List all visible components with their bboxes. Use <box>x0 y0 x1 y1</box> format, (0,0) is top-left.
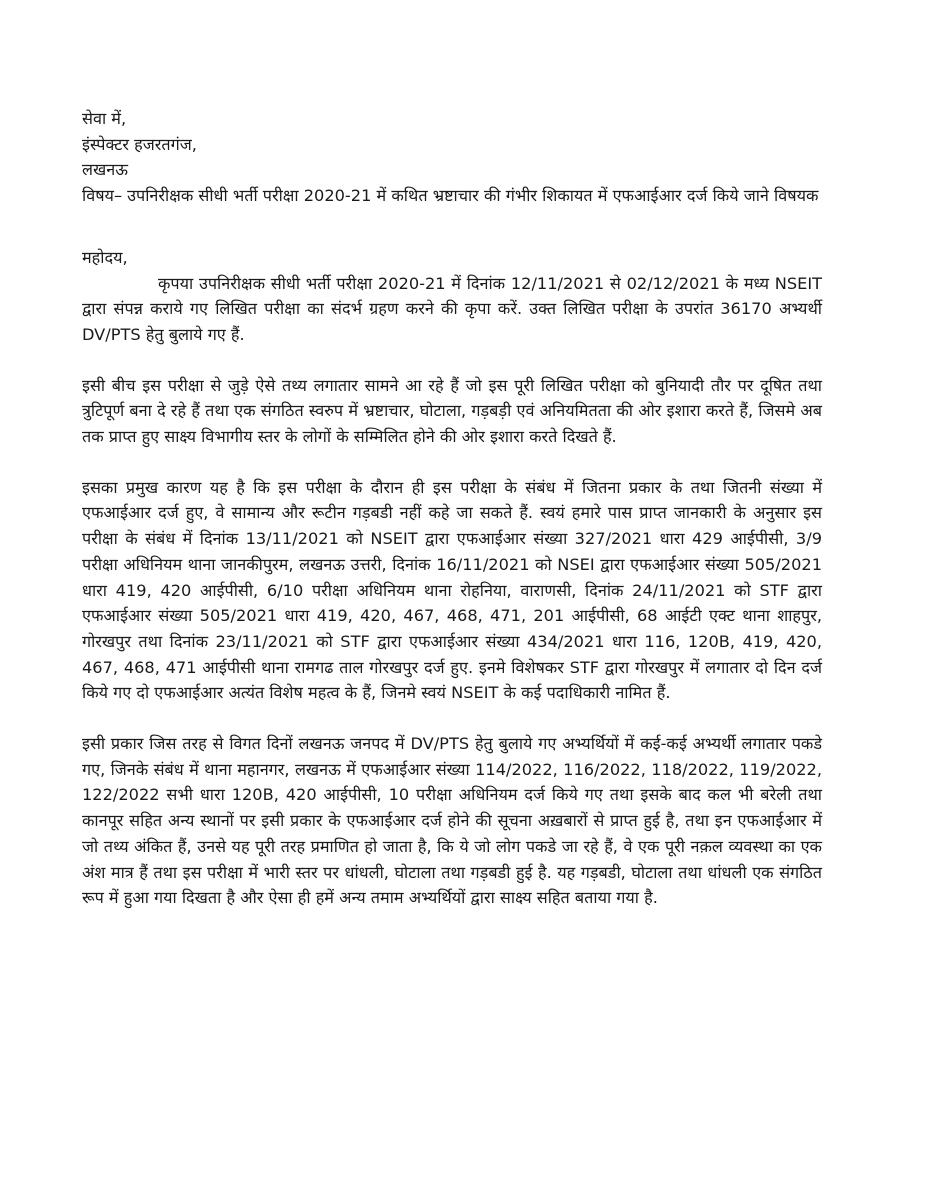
paragraph-4: इसी प्रकार जिस तरह से विगत दिनों लखनऊ जनपद में DV/PTS हेतु बुलाये गए अभ्यर्थियों में कई-कई अभ्यर्थी लगातार पकडे गए, जिनके संबंध में थाना महानगर, लखनऊ में एफआईआर संख्या 114/2022, 116/2022, 118/2022, 119/2022, 122/2022 सभी धारा 120B, 420 आईपीसी, 10 परीक्षा अधिनियम दर्ज किये गए तथा इसके बाद कल भी बरेली तथा कानपूर सहित अन्य स्थानों पर इसी प्रकार के एफआईआर दर्ज होने की सूचना अख़बारों से प्राप्त हुई है, तथा इन एफआईआर में जो तथ्य अंकित हैं, उनसे यह पूरी तरह प्रमाणित हो जाता है, कि ये जो लोग पकडे जा रहे हैं, वे एक पूरी नक़ल व्यवस्था का एक अंश मात्र हैं तथा इस परीक्षा में भारी स्तर पर धांधली, घोटाला तथा गड़बडी हुई है. यह गड़बडी, घोटाला तथा धांधली एक संगठित रूप में हुआ गया दिखता है और ऐसा ही हमें अन्य तमाम अभ्यर्थियों द्वारा साक्ष्य सहित बताया गया है. <box>82 734 822 908</box>
letter-body <box>82 106 822 911</box>
paragraph-2: इसी बीच इस परीक्षा से जुड़े ऐसे तथ्य लगातार सामने आ रहे हैं जो इस पूरी लिखित परीक्षा को बुनियादी तौर पर दूषित तथा त्रुटिपूर्ण बना दे रहे हैं तथा एक संगठित स्वरुप में भ्रष्टाचार, घोटाला, गड़बड़ी एवं अनियमितता की ओर इशारा करते हैं, जिसमे अब तक प्राप्त हुए साक्ष्य विभागीय स्तर के लोगों के सम्मिलित होने की ओर इशारा करते दिखते हैं. <box>82 375 822 447</box>
salutation: महोदय, <box>82 247 128 267</box>
paragraph-1: कृपया उपनिरीक्षक सीधी भर्ती परीक्षा 2020-21 में दिनांक 12/11/2021 से 02/12/2021 के मध्य NSEIT द्वारा संपन्न कराये गए लिखित परीक्षा का संदर्भ ग्रहण करने की कृपा करें. उक्त लिखित परीक्षा के उपरांत 36170 अभ्यर्थी DV/PTS हेतु बुलाये गए हैं. <box>82 273 822 344</box>
subject-line: विषय– उपनिरीक्षक सीधी भर्ती परीक्षा 2020-21 में कथित भ्रष्टाचार की गंभीर शिकायत में एफआईआर दर्ज किये जाने विषयक <box>82 186 819 206</box>
address-block <box>82 106 822 183</box>
address-line-city: लखनऊ <box>82 160 128 180</box>
paragraph-3: इसका प्रमुख कारण यह है कि इस परीक्षा के दौरान ही इस परीक्षा के संबंध में जितना प्रकार के तथा जितनी संख्या में एफआईआर दर्ज हुए, वे सामान्य और रूटीन गड़बडी नहीं कहे जा सकते हैं. स्वयं हमारे पास प्राप्त जानकारी के अनुसार इस परीक्षा के संबंध में दिनांक 13/11/2021 को NSEIT द्वारा एफआईआर संख्या 327/2021 धारा 429 आईपीसी, 3/9 परीक्षा अधिनियम थाना जानकीपुरम, लखनऊ उत्तरी, दिनांक 16/11/2021 को NSEI द्वारा एफआईआर संख्या 505/2021 धारा 419, 420 आईपीसी, 6/10 परीक्षा अधिनियम थाना रोहनिया, वाराणसी, दिनांक 24/11/2021 को STF द्वारा एफआईआर संख्या 505/2021 धारा 419, 420, 467, 468, 471, 201 आईपीसी, 68 आईटी एक्ट थाना शाहपुर, गोरखपुर तथा दिनांक 23/11/2021 को STF द्वारा एफआईआर संख्या 434/2021 धारा 116, 120B, 419, 420, 467, 468, 471 आईपीसी थाना रामगढ ताल गोरखपुर दर्ज हुए. इनमे विशेषकर STF द्वारा गोरखपुर में लगातार दो दिन दर्ज किये गए दो एफआईआर अत्यंत विशेष महत्व के हैं, जिनमे स्वयं NSEIT के कई पदाधिकारी नामित हैं. <box>82 477 823 703</box>
address-line-recipient: इंस्पेक्टर हजरतगंज, <box>82 134 197 154</box>
address-line-salutation: सेवा में, <box>82 109 127 128</box>
